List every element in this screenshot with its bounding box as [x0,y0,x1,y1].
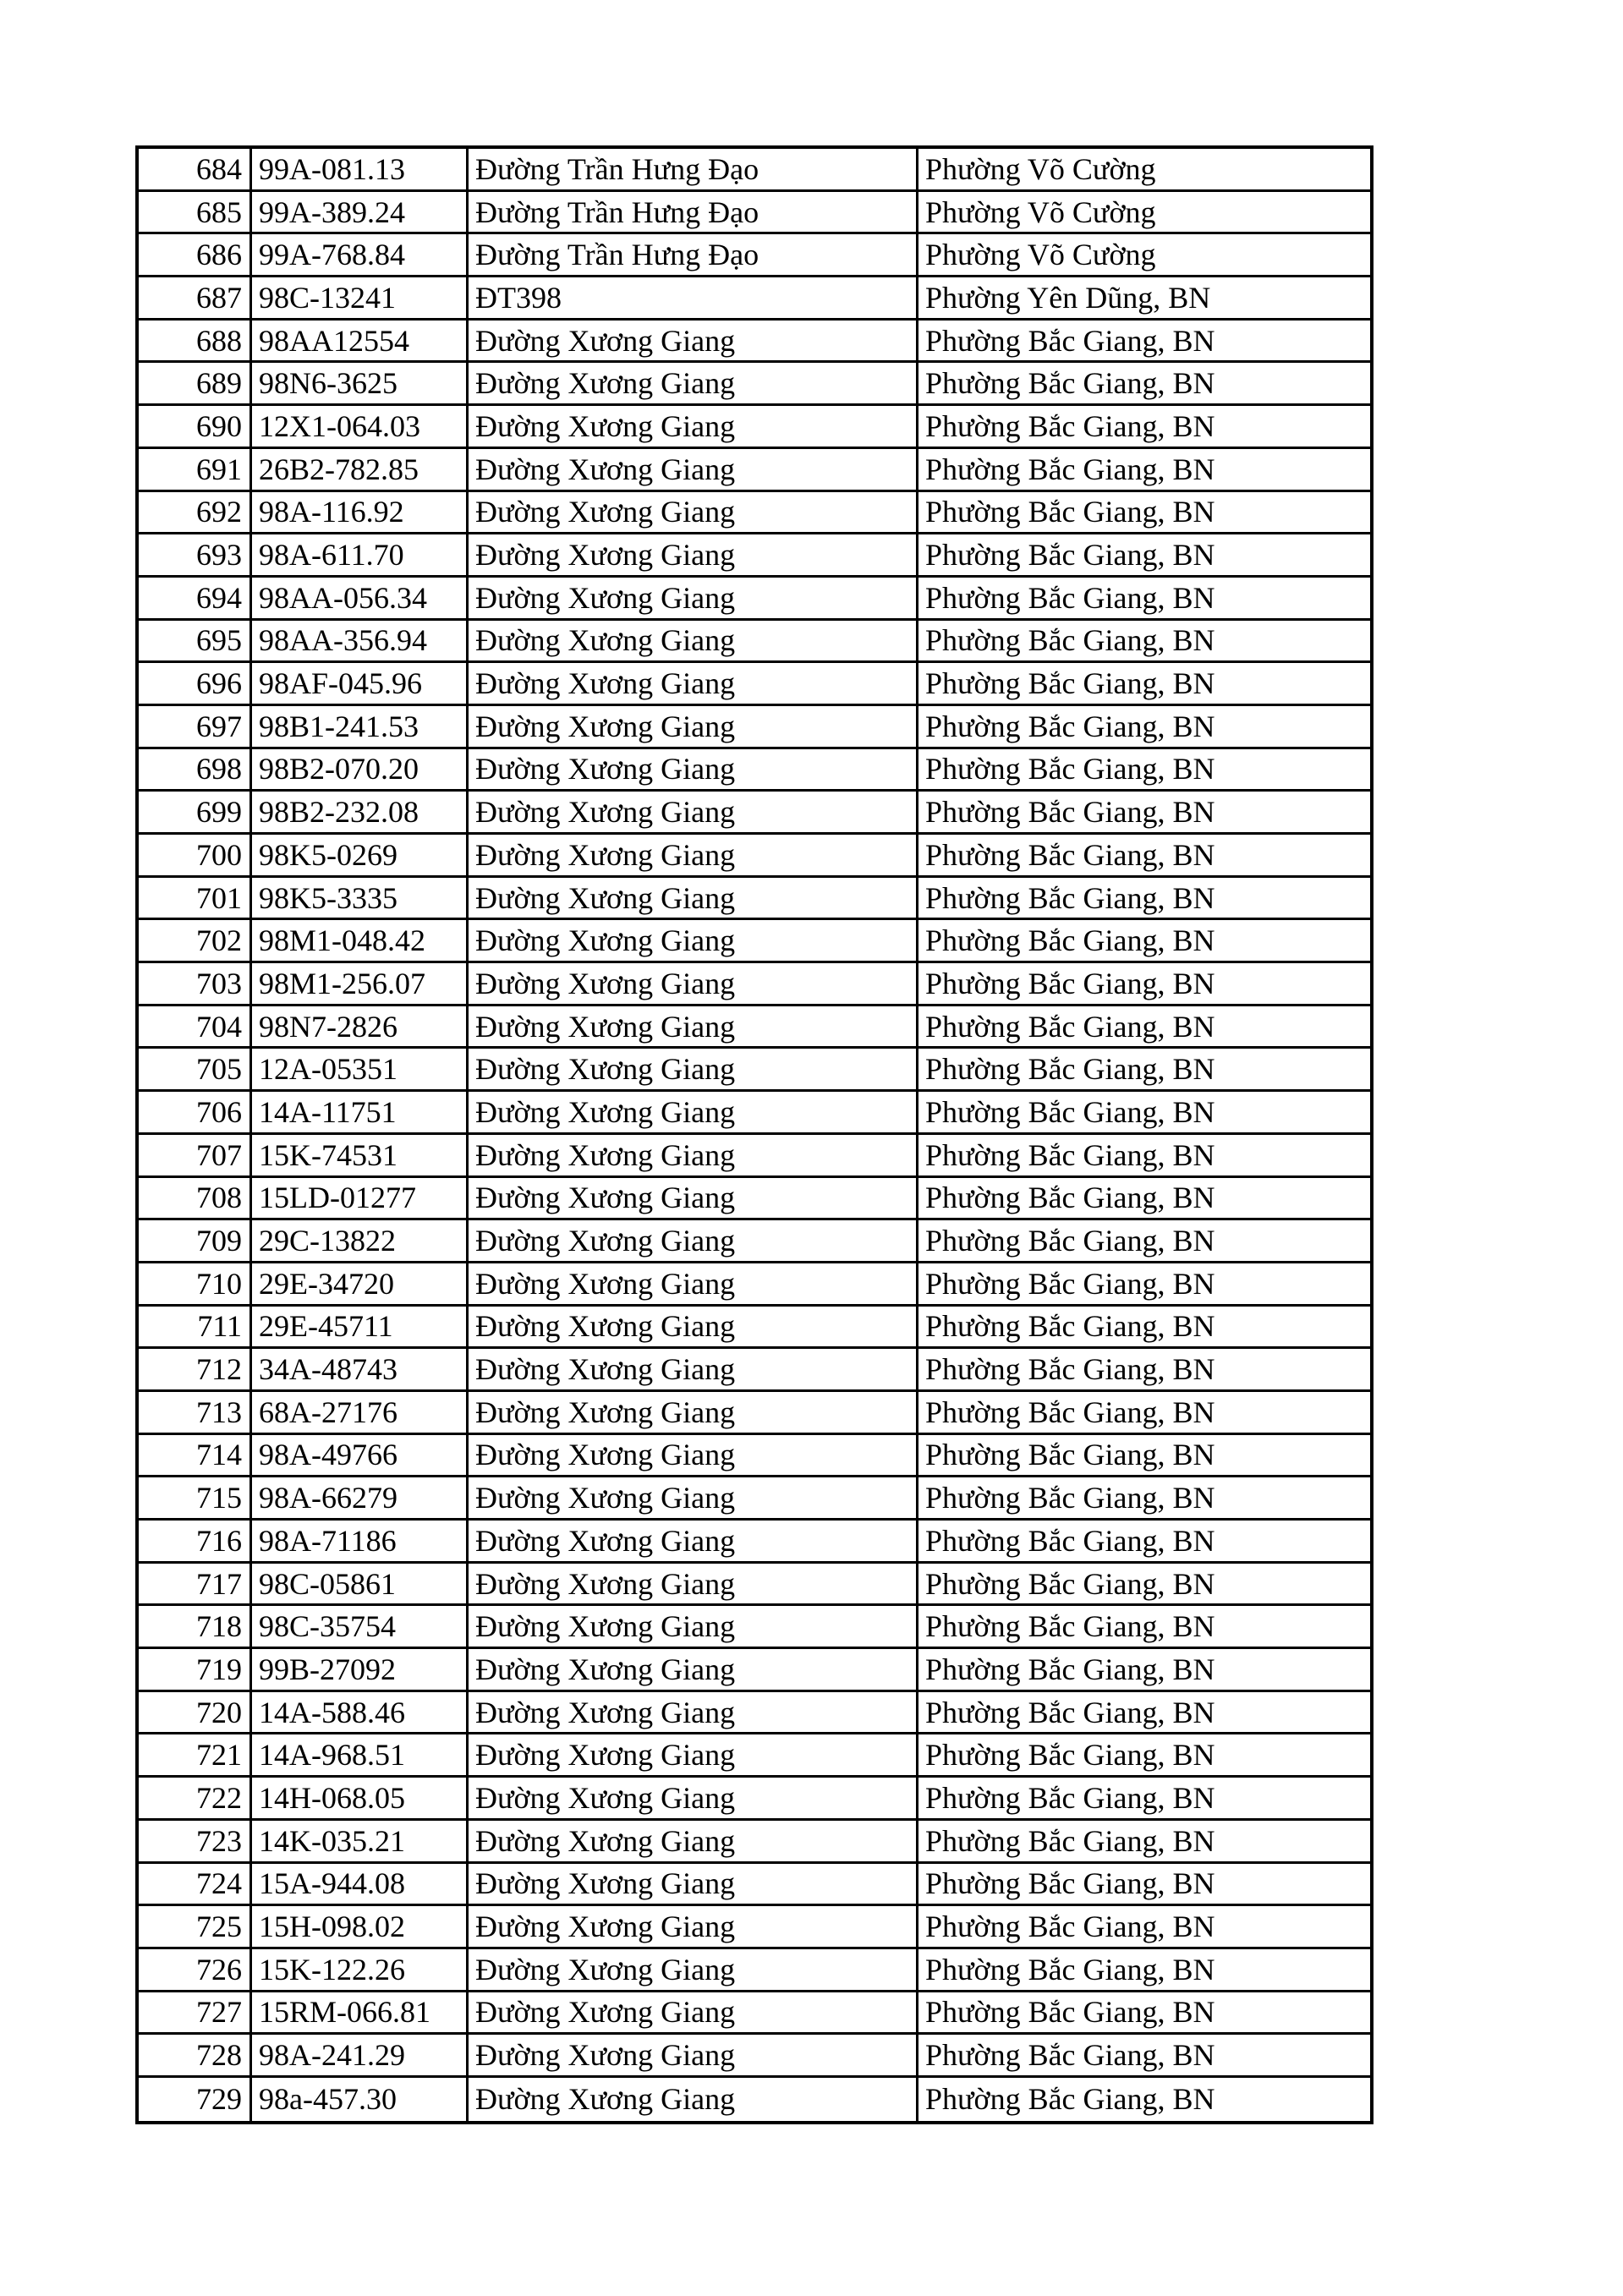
street-cell: Đường Xương Giang [469,406,918,449]
ward-cell: Phường Bắc Giang, BN [918,878,1370,921]
ward-cell: Phường Bắc Giang, BN [918,492,1370,535]
row-number-cell: 720 [139,1692,252,1735]
license-plate-cell: 98A-611.70 [252,534,469,578]
ward-cell: Phường Bắc Giang, BN [918,1778,1370,1821]
row-number-cell: 722 [139,1778,252,1821]
street-cell: Đường Xương Giang [469,792,918,835]
ward-cell: Phường Bắc Giang, BN [918,1435,1370,1478]
row-number-cell: 703 [139,963,252,1006]
row-number-cell: 726 [139,1949,252,1992]
street-cell: Đường Xương Giang [469,1349,918,1392]
street-cell: Đường Xương Giang [469,1477,918,1521]
street-cell: Đường Xương Giang [469,492,918,535]
row-number-cell: 727 [139,1992,252,2036]
ward-cell: Phường Bắc Giang, BN [918,1821,1370,1864]
street-cell: Đường Xương Giang [469,1263,918,1307]
row-number-cell: 689 [139,363,252,406]
license-plate-cell: 15K-122.26 [252,1949,469,1992]
row-number-cell: 716 [139,1521,252,1564]
street-cell: Đường Xương Giang [469,363,918,406]
ward-cell: Phường Bắc Giang, BN [918,1692,1370,1735]
plates-table [135,145,1374,2124]
license-plate-cell: 98M1-256.07 [252,963,469,1006]
ward-cell: Phường Bắc Giang, BN [918,1178,1370,1221]
row-number-cell: 714 [139,1435,252,1478]
license-plate-cell: 98M1-048.42 [252,920,469,963]
ward-cell: Phường Bắc Giang, BN [918,1906,1370,1949]
ward-cell: Phường Bắc Giang, BN [918,1864,1370,1907]
row-number-cell: 723 [139,1821,252,1864]
street-cell: Đường Xương Giang [469,321,918,364]
street-cell: Đường Trần Hưng Đạo [469,149,918,192]
street-cell: Đường Trần Hưng Đạo [469,192,918,235]
row-number-cell: 710 [139,1263,252,1307]
ward-cell: Phường Bắc Giang, BN [918,792,1370,835]
license-plate-cell: 99B-27092 [252,1649,469,1692]
license-plate-cell: 29E-34720 [252,1263,469,1307]
street-cell: Đường Xương Giang [469,920,918,963]
ward-cell: Phường Bắc Giang, BN [918,1606,1370,1649]
ward-cell: Phường Bắc Giang, BN [918,578,1370,621]
ward-cell: Phường Bắc Giang, BN [918,449,1370,492]
row-number-cell: 694 [139,578,252,621]
street-cell: Đường Xương Giang [469,1307,918,1350]
row-number-cell: 711 [139,1307,252,1350]
row-number-cell: 700 [139,835,252,878]
street-cell: Đường Xương Giang [469,1435,918,1478]
row-number-cell: 725 [139,1906,252,1949]
license-plate-cell: 98N6-3625 [252,363,469,406]
ward-cell: Phường Bắc Giang, BN [918,621,1370,664]
license-plate-cell: 29E-45711 [252,1307,469,1350]
ward-cell: Phường Bắc Giang, BN [918,363,1370,406]
row-number-cell: 721 [139,1734,252,1778]
street-cell: Đường Xương Giang [469,1734,918,1778]
row-number-cell: 696 [139,663,252,706]
ward-cell: Phường Bắc Giang, BN [925,2082,1215,2117]
ward-cell: Phường Bắc Giang, BN [918,706,1370,749]
license-plate-cell: 98N7-2826 [252,1006,469,1049]
ward-cell: Phường Bắc Giang, BN [918,1734,1370,1778]
ward-cell: Phường Bắc Giang, BN [918,406,1370,449]
street-cell: Đường Xương Giang [469,1992,918,2036]
ward-cell: Phường Bắc Giang, BN [918,321,1370,364]
street-cell: Đường Xương Giang [469,1135,918,1178]
license-plate-cell: 98A-71186 [252,1521,469,1564]
street-cell: Đường Xương Giang [469,621,918,664]
license-plate-cell: 26B2-782.85 [252,449,469,492]
row-number-cell: 715 [139,1477,252,1521]
row-number-cell: 718 [139,1606,252,1649]
ward-cell: Phường Bắc Giang, BN [918,1477,1370,1521]
license-plate-cell: 98C-13241 [252,277,469,321]
license-plate-cell: 14H-068.05 [252,1778,469,1821]
row-number-cell: 686 [139,234,252,277]
license-plate-cell: 98K5-0269 [252,835,469,878]
license-plate-cell: 98A-116.92 [252,492,469,535]
street-cell: Đường Xương Giang [469,2035,918,2078]
license-plate-cell: 68A-27176 [252,1392,469,1435]
ward-cell: Phường Bắc Giang, BN [918,1135,1370,1178]
street-cell: Đường Xương Giang [469,1949,918,1992]
street-cell: Đường Xương Giang [469,1049,918,1092]
ward-cell: Phường Bắc Giang, BN [918,1949,1370,1992]
row-number-cell: 719 [139,1649,252,1692]
street-cell: ĐT398 [469,277,918,321]
row-number-cell: 691 [139,449,252,492]
street-cell: Đường Trần Hưng Đạo [469,234,918,277]
street-cell: Đường Xương Giang [469,1220,918,1263]
license-plate-cell: 98B1-241.53 [252,706,469,749]
ward-cell: Phường Bắc Giang, BN [918,1392,1370,1435]
license-plate-cell: 15RM-066.81 [252,1992,469,2036]
ward-cell: Phường Võ Cường [918,192,1370,235]
street-cell: Đường Xương Giang [469,1821,918,1864]
ward-cell: Phường Bắc Giang, BN [918,749,1370,792]
row-number-cell: 717 [139,1564,252,1607]
row-number-cell: 688 [139,321,252,364]
license-plate-cell: 98AF-045.96 [252,663,469,706]
license-plate-cell: 99A-768.84 [252,234,469,277]
license-plate-cell: 15K-74531 [252,1135,469,1178]
ward-cell: Phường Bắc Giang, BN [918,1992,1370,2036]
license-plate-cell: 98K5-3335 [252,878,469,921]
license-plate-cell: 15A-944.08 [252,1864,469,1907]
license-plate-cell: 98A-49766 [252,1435,469,1478]
street-cell: Đường Xương Giang [469,878,918,921]
street-cell: Đường Xương Giang [469,1864,918,1907]
license-plate-cell: 34A-48743 [252,1349,469,1392]
ward-cell: Phường Bắc Giang, BN [918,835,1370,878]
row-number-cell: 704 [139,1006,252,1049]
street-cell: Đường Xương Giang [469,1092,918,1135]
license-plate-cell: 12A-05351 [252,1049,469,1092]
ward-cell: Phường Bắc Giang, BN [918,1521,1370,1564]
row-number-cell: 684 [139,149,252,192]
license-plate-cell: 98a-457.30 [252,2078,469,2121]
street-cell: Đường Xương Giang [469,1006,918,1049]
street-cell: Đường Xương Giang [469,534,918,578]
street-cell: Đường Xương Giang [469,449,918,492]
license-plate-cell: 29C-13822 [252,1220,469,1263]
ward-cell: Phường Bắc Giang, BN [918,920,1370,963]
license-plate-cell: 98B2-232.08 [252,792,469,835]
ward-cell: Phường Bắc Giang, BN [918,534,1370,578]
street-cell: Đường Xương Giang [469,1906,918,1949]
row-number-cell: 729 [139,2078,252,2121]
ward-cell: Phường Bắc Giang, BN [918,1006,1370,1049]
row-number-cell: 709 [139,1220,252,1263]
license-plate-cell: 15LD-01277 [252,1178,469,1221]
row-number-cell: 692 [139,492,252,535]
ward-cell: Phường Võ Cường [918,149,1370,192]
row-number-cell: 690 [139,406,252,449]
row-number-cell: 687 [139,277,252,321]
street-cell: Đường Xương Giang [469,1778,918,1821]
row-number-cell: 724 [139,1864,252,1907]
license-plate-cell: 14A-588.46 [252,1692,469,1735]
ward-cell: Phường Bắc Giang, BN [918,1092,1370,1135]
row-number-cell: 685 [139,192,252,235]
ward-cell: Phường Bắc Giang, BN [918,963,1370,1006]
license-plate-cell: 14K-035.21 [252,1821,469,1864]
street-cell: Đường Xương Giang [469,963,918,1006]
row-number-cell: 698 [139,749,252,792]
street-cell: Đường Xương Giang [469,1521,918,1564]
street-cell: Đường Xương Giang [469,2078,918,2121]
license-plate-cell: 98C-35754 [252,1606,469,1649]
row-number-cell: 701 [139,878,252,921]
ward-cell: Phường Bắc Giang, BN [918,1220,1370,1263]
ward-cell: Phường Bắc Giang, BN [918,1349,1370,1392]
license-plate-cell: 98AA12554 [252,321,469,364]
street-cell: Đường Xương Giang [469,663,918,706]
street-cell: Đường Xương Giang [469,706,918,749]
ward-cell: Phường Yên Dũng, BN [918,277,1370,321]
ward-cell: Phường Võ Cường [918,234,1370,277]
street-cell: Đường Xương Giang [469,1692,918,1735]
row-number-cell: 707 [139,1135,252,1178]
row-number-cell: 697 [139,706,252,749]
ward-cell: Phường Bắc Giang, BN [918,1263,1370,1307]
license-plate-cell: 99A-081.13 [252,149,469,192]
ward-cell: Phường Bắc Giang, BN [918,2035,1370,2078]
license-plate-cell: 12X1-064.03 [252,406,469,449]
street-cell: Đường Xương Giang [469,1392,918,1435]
row-number-cell: 712 [139,1349,252,1392]
license-plate-cell: 98AA-356.94 [252,621,469,664]
row-number-cell: 728 [139,2035,252,2078]
license-plate-cell: 98A-241.29 [252,2035,469,2078]
street-cell: Đường Xương Giang [469,578,918,621]
street-cell: Đường Xương Giang [469,1564,918,1607]
ward-cell: Phường Bắc Giang, BN [918,1564,1370,1607]
ward-cell: Phường Bắc Giang, BN [918,1307,1370,1350]
row-number-cell: 713 [139,1392,252,1435]
license-plate-cell: 98AA-056.34 [252,578,469,621]
street-cell: Đường Xương Giang [469,835,918,878]
row-number-cell: 708 [139,1178,252,1221]
row-number-cell: 695 [139,621,252,664]
license-plate-cell: 99A-389.24 [252,192,469,235]
ward-cell: Phường Bắc Giang, BN [918,1049,1370,1092]
license-plate-cell: 14A-11751 [252,1092,469,1135]
street-cell: Đường Xương Giang [469,749,918,792]
street-cell: Đường Xương Giang [469,1606,918,1649]
street-cell: Đường Xương Giang [469,1649,918,1692]
license-plate-cell: 15H-098.02 [252,1906,469,1949]
license-plate-cell: 98A-66279 [252,1477,469,1521]
row-number-cell: 706 [139,1092,252,1135]
row-number-cell: 699 [139,792,252,835]
row-number-cell: 702 [139,920,252,963]
ward-cell: Phường Bắc Giang, BN [918,663,1370,706]
license-plate-cell: 98B2-070.20 [252,749,469,792]
license-plate-cell: 14A-968.51 [252,1734,469,1778]
ward-cell: Phường Bắc Giang, BN [918,1649,1370,1692]
street-cell: Đường Xương Giang [469,1178,918,1221]
license-plate-cell: 98C-05861 [252,1564,469,1607]
row-number-cell: 705 [139,1049,252,1092]
row-number-cell: 693 [139,534,252,578]
